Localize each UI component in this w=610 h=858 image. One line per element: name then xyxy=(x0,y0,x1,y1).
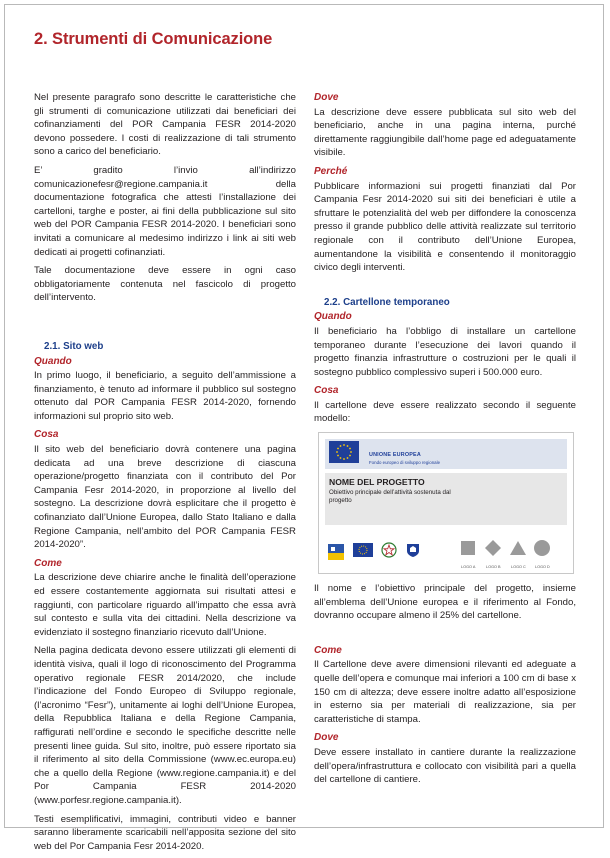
dove-text: La descrizione deve essere pubblicata sul sito web del beneficiario, anche in una pagina interna, purché direttamente raggiungibile dall’home page ed adeguatamente visibile. xyxy=(314,106,576,159)
cosa-text-2: Il cartellone deve essere realizzato secondo il seguente modello: xyxy=(314,399,576,425)
page-title: 2. Strumenti di Comunicazione xyxy=(34,30,273,48)
board-note: Il nome e l’obiettivo principale del progetto, insieme all’emblema dell’Unione europea e il riferimento al Fondo, dovranno occupare almeno il 25% del cartellone. xyxy=(314,583,576,622)
subheading-dove-2: Dove xyxy=(314,732,339,744)
subheading-dove: Dove xyxy=(314,92,339,103)
come-text-right: Il Cartellone deve avere dimensioni rilevanti ed adeguate a quelle dell’opera e comunque mai inferiori a 100 cm di base x 150 cm di altezza; deve essere inoltre adatto all’esposizione in esterno sia per materiali di realizzazione, sia per caratteristiche di stampa. xyxy=(314,659,576,725)
eu-subtitle: Fondo europeo di sviluppo regionale xyxy=(369,460,441,466)
logo-d-caption: LOGO D xyxy=(535,565,550,570)
subheading-come: Come xyxy=(34,557,62,569)
quando-text-2: Il beneficiario ha l’obbligo di installare un cartellone temporaneo durante l’esecuzione dei lavori quando il progetto finanzia infrastrutture o costruzioni per le quali il sostegno pubblico complessivo superi i 500.000 euro. xyxy=(314,325,576,378)
regione-campania-logo-icon xyxy=(405,542,421,563)
right-column xyxy=(314,91,576,792)
logo-c-triangle-icon xyxy=(509,539,527,562)
cosa-text: Il sito web del beneficiario dovrà contenere una pagina dedicata ad una breve descrizione di ciascuna operazione/progetto finanziata con il contributo del Por Campania Fesr 2014-2020, in proporzione al livello del sostegno. La descrizione dovrà esplicitare che il progetto è cofinanziato dall’Unione Europea, dallo Stato Italiano e dalla Regione Campania, nell’ambito del POR Campania FESR 2014-2020”. xyxy=(34,444,296,551)
subheading-quando: Quando xyxy=(34,355,72,367)
logo-b-diamond-icon xyxy=(484,539,502,562)
logo-b-caption: LOGO B xyxy=(486,565,501,570)
logo-a-caption: LOGO A xyxy=(461,565,476,570)
project-objective: Obiettivo principale dell’attività sostenuta dal progetto xyxy=(329,489,451,504)
section-title-sito-web: 2.1. Sito web xyxy=(44,340,104,352)
intro-paragraph-1: Nel presente paragrafo sono descritte le caratteristiche che gli strumenti di comunicazione utilizzati dai beneficiari dei cofinanziamenti del POR Campania FESR 2014-2020 devono possedere. I costi di realizzazione di tali strumento sono a carico del beneficiario. xyxy=(34,92,296,158)
logo-c-caption: LOGO C xyxy=(511,565,526,570)
subheading-come-2: Come xyxy=(314,644,342,656)
quando-text: In primo luogo, il beneficiario, a seguito dell’ammissione a finanziamento, è tenuto ad informare il pubblico sul sostegno ottenuto dal POR Campania FESR 2014-2020, fornendo informazioni sul proprio sito web. xyxy=(34,370,296,422)
eu-flag-icon xyxy=(329,441,359,463)
logo-row xyxy=(327,535,567,570)
intro-paragraph-2: E’ gradito l’invio all’indirizzo comunicazionefesr@regione.campania.it della documentazione fotografica che attesti l’installazione dei cartelloni, targhe e poster, ai fini della pubblicazione sul sito web del POR Campania FESR 2014-2020. I beneficiari sono invitati a comunicare al medesimo indirizzo i link ai siti web dedicati ai progetti cofinanziati. xyxy=(34,164,296,258)
section-title-cartellone: 2.2. Cartellone temporaneo xyxy=(324,296,450,308)
dove-text-2: Deve essere installato in cantiere durante la realizzazione dell’opera/infrastruttura e collocato con visibilità pari a quella del cartellone di cantiere. xyxy=(314,747,576,786)
por-campania-logo-icon xyxy=(327,543,345,566)
project-name: NOME DEL PROGETTO xyxy=(329,477,425,488)
come-text-1: La descrizione deve chiarire anche le finalità dell’operazione ed essere costantemente aggiornata sui risultati attesi e raggiunti, con particolare riguardo all’impatto che essa avrà sul contesto e sulla vita dei cittadini. Nella descrizione va evidenziato il sostegno finanziario ricevuto dall’Unione. xyxy=(34,572,296,638)
perche-text: Pubblicare informazioni sui progetti finanziati dal Por Campania Fesr 2014-2020 sui siti dei beneficiari è utile a sfruttare le potenzialità del web per diffondere la conoscenza presso il grande pubblico delle attività realizzate sul territorio regionale con il contributo dell’Unione Europea, aumentandone la visibilità e consentendo il monitoraggio civico degli interventi. xyxy=(314,180,576,274)
come-text-3: Testi esemplificativi, immagini, contributi video e banner saranno liberamente scaricabili nell’apposita sezione del sito web del Por Campania Fesr 2014-2020. xyxy=(34,813,296,852)
eu-band xyxy=(325,439,567,469)
subheading-cosa: Cosa xyxy=(34,429,59,441)
logo-d-circle-icon xyxy=(533,539,551,562)
intro-paragraph-3: Tale documentazione deve essere in ogni caso obbligatoriamente contenuta nel fascicolo di progetto dell’intervento. xyxy=(34,265,296,304)
eu-title: UNIONE EUROPEA xyxy=(369,452,421,459)
eu-emblem-icon xyxy=(353,543,373,562)
left-column xyxy=(34,91,296,858)
subheading-quando-2: Quando xyxy=(314,311,352,323)
subheading-perche: Perché xyxy=(314,165,348,177)
italian-republic-emblem-icon xyxy=(381,542,397,563)
come-text-2: Nella pagina dedicata devono essere utilizzati gli elementi di identità visiva, quali il logo di riconoscimento del Programma operativo regionale FESR 2014/2020, che include l’indicazione del Fondo Europeo di Sviluppo regionale, (l’acronimo “Fesr”), unitamente ai loghi dell’Unione Europea, della Repubblica Italiana e della Regione Campania, raffigurati nell’ordine e secondo le specifiche descritte nelle presenti linee guida. Sul sito, inoltre, può essere riportato sia il riferimento al sito della Commissione (www.ec.europa.eu) che a quello della Regione (www.regione.campania.it) e del Por Campania FESR 2014-2020 (www.porfesr.regione.campania.it). xyxy=(34,645,296,806)
logo-a-square-icon xyxy=(459,539,477,562)
cartellone-model xyxy=(318,432,574,574)
subheading-cosa-2: Cosa xyxy=(314,385,339,397)
